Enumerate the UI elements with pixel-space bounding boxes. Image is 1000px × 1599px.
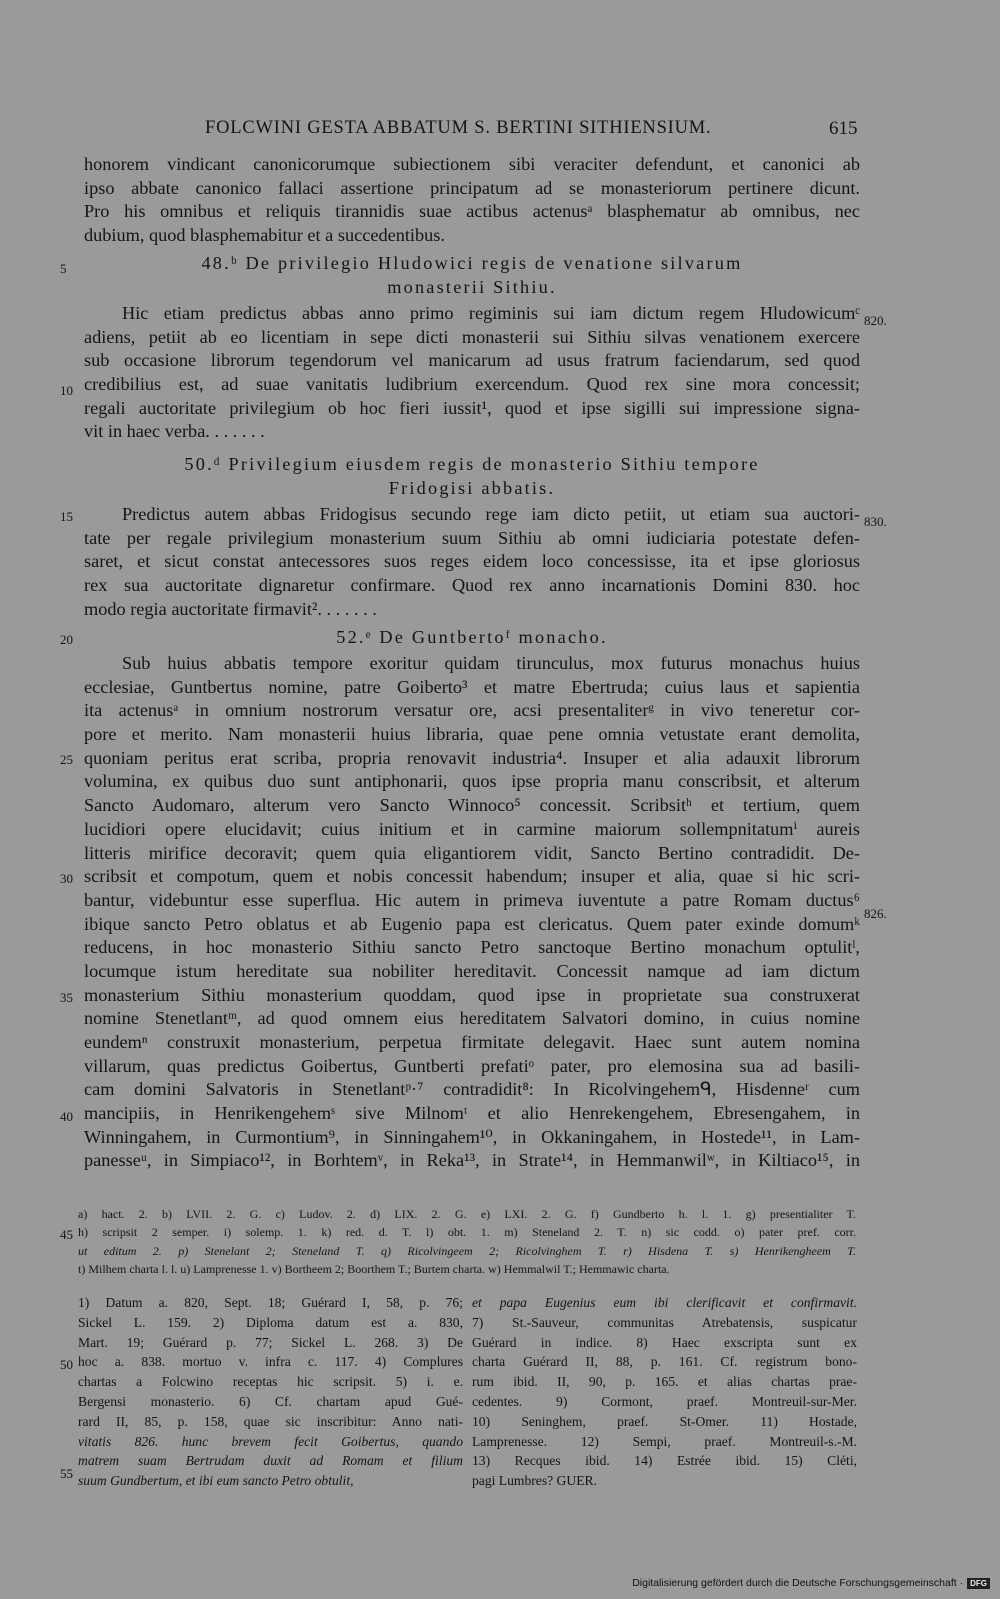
footnote-line: suum Gundbertum, et ibi eum sancto Petro obtulit, xyxy=(78,1473,354,1489)
footnote-line: cedentes. 9) Cormont, praef. Montreuil-sur-Mer. xyxy=(472,1393,857,1409)
text-line: scribsit et compotum, quem et nobis concessit habendum; insuper et alia, quae si hic scri- xyxy=(84,866,860,887)
footnote-line: chartas a Folcwino receptas hic scripsit. 5) i. e. xyxy=(78,1374,463,1390)
text-line: credibilius est, ad suae vanitatis ludibrium exercendum. Quod rex sine mora concessit; xyxy=(84,374,860,395)
apparatus-line: ut editum 2. p) Stenelant 2; Steneland T. q) Ricolvingeem 2; Ricolvinghem T. r) Hisdena T. s) Henrikengheem T. xyxy=(78,1243,856,1258)
text-line: nomine Stenetlantᵐ, ad quod omnem eius hereditatem Salvatori domino, in cuius nomine xyxy=(84,1008,860,1029)
footnote-line: vitatis 826. hunc brevem fecit Goibertus, quando xyxy=(78,1433,463,1449)
footnote-line: 13) Recques ibid. 14) Estrée ibid. 15) Cléti, xyxy=(472,1453,857,1469)
line-number: 10 xyxy=(60,383,73,398)
text-line: ipso abbate canonico fallaci assertione principatum ad se monasteriorum pertinere dicunt. xyxy=(84,177,860,198)
heading-line: 48.ᵇ De privilegio Hludowici regis de venatione silvarum xyxy=(201,253,743,273)
text-line: panesseᵘ, in Simpiaco¹², in Borhtemᵛ, in Reka¹³, in Strate¹⁴, in Hemmanwilʷ, in Kiltiaco¹⁵, in xyxy=(84,1150,860,1171)
apparatus-line: a) hact. 2. b) LVII. 2. G. c) Ludov. 2. d) LIX. 2. G. e) LXI. 2. G. f) Gundberto h. l. 1. g) presentialiter T. xyxy=(78,1207,856,1221)
text-line: Pro his omnibus et reliquis tirannidis suae actibus actenusᵃ blasphematur ab omnibus, nec xyxy=(84,201,860,222)
digitization-footer xyxy=(632,1577,990,1589)
footnote-line: 1) Datum a. 820, Sept. 18; Guérard I, 58, p. 76; xyxy=(78,1295,463,1310)
text-line: vit in haec verba. . . . . . . xyxy=(84,421,265,442)
paragraph-48 xyxy=(84,302,860,444)
text-line: eundemⁿ construxit monasterium, perpetua firmitate delegavit. Haec sunt autem nomina xyxy=(84,1032,860,1052)
heading-line: monasterii Sithiu. xyxy=(387,276,557,297)
footer-text: Digitalisierung gefördert durch die Deutsche Forschungsgemeinschaft · xyxy=(632,1577,964,1589)
dfg-logo: DFG xyxy=(967,1578,990,1589)
footnote-line: Lamprenesse. 12) Sempi, praef. Montreuil-s.-M. xyxy=(472,1433,857,1449)
text-line: rex sua auctoritate dignaretur confirmare. Quod rex anno incarnationis Domini 830. hoc xyxy=(84,575,860,596)
footnote-line: charta Guérard II, 88, p. 161. Cf. registrum bono- xyxy=(472,1354,857,1370)
section-heading-48 xyxy=(84,252,860,299)
text-line: pore et merito. Nam monasterii huius libraria, quae pene omnia vetustate erant demolita, xyxy=(84,724,860,745)
footnote-line: 7) St.-Sauveur, communitas Atrebatensis, suspicatur xyxy=(472,1314,857,1330)
text-line: volumina, ex quibus duo sunt antiphonarii, quos ipse propria manu conscribsit, et alterum xyxy=(84,771,860,792)
line-number: 15 xyxy=(60,509,73,524)
text-line: Sub huius abbatis tempore exoritur quidam tirunculus, mox futurus monachus huius xyxy=(122,653,860,673)
running-title: FOLCWINI GESTA ABBATUM S. BERTINI SITHIENSIUM. xyxy=(205,118,712,138)
text-line: locumque istum hereditate sua nobiliter hereditavit. Concessit namque ad iam dictum xyxy=(84,960,860,981)
line-number: 55 xyxy=(60,1466,73,1481)
text-line: Sancto Audomaro, alterum vero Sancto Winnoco⁵ concessit. Scribsitʰ et tertium, quem xyxy=(84,795,860,816)
critical-apparatus xyxy=(78,1205,856,1279)
footnote-line: pagi Lumbres? GUER. xyxy=(472,1473,597,1489)
text-line: sub occasione librorum tegendorum vel manicarum ad usus fratrum faciendarum, sed quod xyxy=(84,350,860,371)
section-heading-50 xyxy=(84,453,860,500)
margin-year: 820. xyxy=(864,313,887,328)
footnote-line: rum ibid. II, 90, p. 165. et alias chartas prae- xyxy=(472,1374,857,1390)
apparatus-line: h) scripsit 2 semper. i) solemp. 1. k) red. d. T. l) obt. 1. m) Steneland 2. T. n) sic codd. o) pater pref. corr. xyxy=(78,1225,856,1240)
text-line: Winningahem, in Curmontium⁹, in Sinningahem¹⁰, in Okkaningahem, in Hostede¹¹, in Lam- xyxy=(84,1126,860,1147)
text-line: Hic etiam predictus abbas anno primo regiminis sui iam dictum regem Hludowicumᶜ xyxy=(122,303,860,323)
text-line: Predictus autem abbas Fridogisus secundo rege iam dicto petiit, ut etiam sua auctori- xyxy=(122,504,860,524)
text-line: modo regia auctoritate firmavit². . . . . . . xyxy=(84,598,377,619)
footnotes-right-column xyxy=(472,1293,857,1491)
line-number: 35 xyxy=(60,990,73,1005)
text-line: litteris mirifice decoravit; quem quia eligantiorem vidit, Sancto Bertino contradidit. De- xyxy=(84,842,860,863)
text-line: dubium, quod blasphemabitur et a succedentibus. xyxy=(84,225,445,246)
margin-year: 830. xyxy=(864,514,887,529)
footnote-line: et papa Eugenius eum ibi clerificavit et confirmavit. xyxy=(472,1295,857,1310)
text-line: monasterium Sithiu monasterium quoddam, quod ipse in proprietate sua construxerat xyxy=(84,984,860,1005)
paragraph-50 xyxy=(84,503,860,621)
line-number: 5 xyxy=(60,261,67,276)
text-line: quoniam peritus erat scriba, propria renovavit industria⁴. Insuper et alia adauxit librorum xyxy=(84,747,860,768)
footnote-line: matrem suam Bertrudam duxit ad Romam et filium xyxy=(78,1453,463,1469)
line-number: 30 xyxy=(60,871,73,886)
text-line: lucidiori opere elucidavit; cuius initium et in carmine maiorum sollempnitatumⁱ aureis xyxy=(84,818,860,839)
footnote-line: Guérard in indice. 8) Haec exscripta sunt ex xyxy=(472,1334,857,1350)
text-line: saret, et sicut constat antecessores suos reges eidem loco concessisse, ita et ipse gloriosus xyxy=(84,551,860,572)
paragraph-intro xyxy=(84,153,860,248)
line-number: 50 xyxy=(60,1357,73,1372)
text-line: cam domini Salvatoris in Stenetlantᵖ·⁷ contradidit⁸: In Ricolvingehemᑫ, Hisdenneʳ cum xyxy=(84,1079,860,1100)
text-line: mancipiis, in Henrikengehemˢ sive Milnomᵗ et alio Henrekengehem, Ebresengahem, in xyxy=(84,1103,860,1124)
text-line: villarum, quas predictus Goibertus, Guntberti prefatiᵒ pater, pro elemosina sua ad basili- xyxy=(84,1055,860,1076)
footnote-line: Bergensi monasterio. 6) Cf. chartam apud Gué- xyxy=(78,1393,463,1409)
text-line: adiens, petiit ab eo licentiam in sepe dicti monasterii sui Sithiu silvas venationem exercere xyxy=(84,326,860,347)
text-line: bantur, videbuntur esse superflua. Hic autem in primeva iuventute a patre Romam ductus⁶ xyxy=(84,889,860,910)
footnote-line: 10) Seninghem, praef. St-Omer. 11) Hostade, xyxy=(472,1413,857,1429)
text-line: ita actenusᵃ in omnium nostrorum versatur ore, acsi presentaliterᵍ in vivo teneretur cor- xyxy=(84,700,860,721)
line-number: 20 xyxy=(60,632,73,647)
text-line: ibique sancto Petro oblatus et ab Eugenio papa est clericatus. Quem pater exinde domumᵏ xyxy=(84,913,860,934)
section-heading-52: 52.ᵉ De Guntbertoᶠ monacho. xyxy=(336,627,608,647)
line-number: 25 xyxy=(60,752,73,767)
footnote-line: Sickel L. 159. 2) Diploma datum est a. 830, xyxy=(78,1314,463,1330)
heading-line: 50.ᵈ Privilegium eiusdem regis de monasterio Sithiu tempore xyxy=(184,454,760,474)
text-line: tate per regale privilegium monasterium suum Sithiu ab omni iudiciaria potestate defen- xyxy=(84,527,860,548)
heading-line: Fridogisi abbatis. xyxy=(388,477,556,498)
text-line: honorem vindicant canonicorumque subiectionem sibi veraciter defendunt, et canonici ab xyxy=(84,154,860,174)
footnote-line: rard II, 85, p. 158, quae sic inscribitur: Anno nati- xyxy=(78,1413,463,1429)
page-number: 615 xyxy=(829,118,858,139)
footnotes-left-column xyxy=(78,1293,463,1491)
paragraph-52 xyxy=(84,652,860,1173)
text-line: ecclesiae, Guntbertus nomine, patre Goiberto³ et matre Ebertruda; cuius laus et sapientia xyxy=(84,676,860,697)
line-number: 40 xyxy=(60,1109,73,1124)
text-line: reducens, in hoc monasterio Sithiu sancto Petro sanctoque Bertino monachum optulitˡ, xyxy=(84,937,860,958)
apparatus-line: t) Milhem charta l. l. u) Lamprenesse 1. v) Bortheem 2; Boorthem T.; Burtem charta. w) Hemmalwil T.; Hemmawic charta. xyxy=(78,1262,670,1277)
footnote-line: hoc a. 838. mortuo v. infra c. 117. 4) Complures xyxy=(78,1354,463,1370)
line-number: 45 xyxy=(60,1227,73,1242)
footnote-line: Mart. 19; Guérard p. 77; Sickel L. 268. 3) De xyxy=(78,1334,463,1350)
running-header xyxy=(0,118,1000,148)
margin-year: 826. xyxy=(864,906,887,921)
text-line: regali auctoritate privilegium ob hoc fieri iussit¹, quod et ipse sigilli sui impressione signa- xyxy=(84,397,860,418)
